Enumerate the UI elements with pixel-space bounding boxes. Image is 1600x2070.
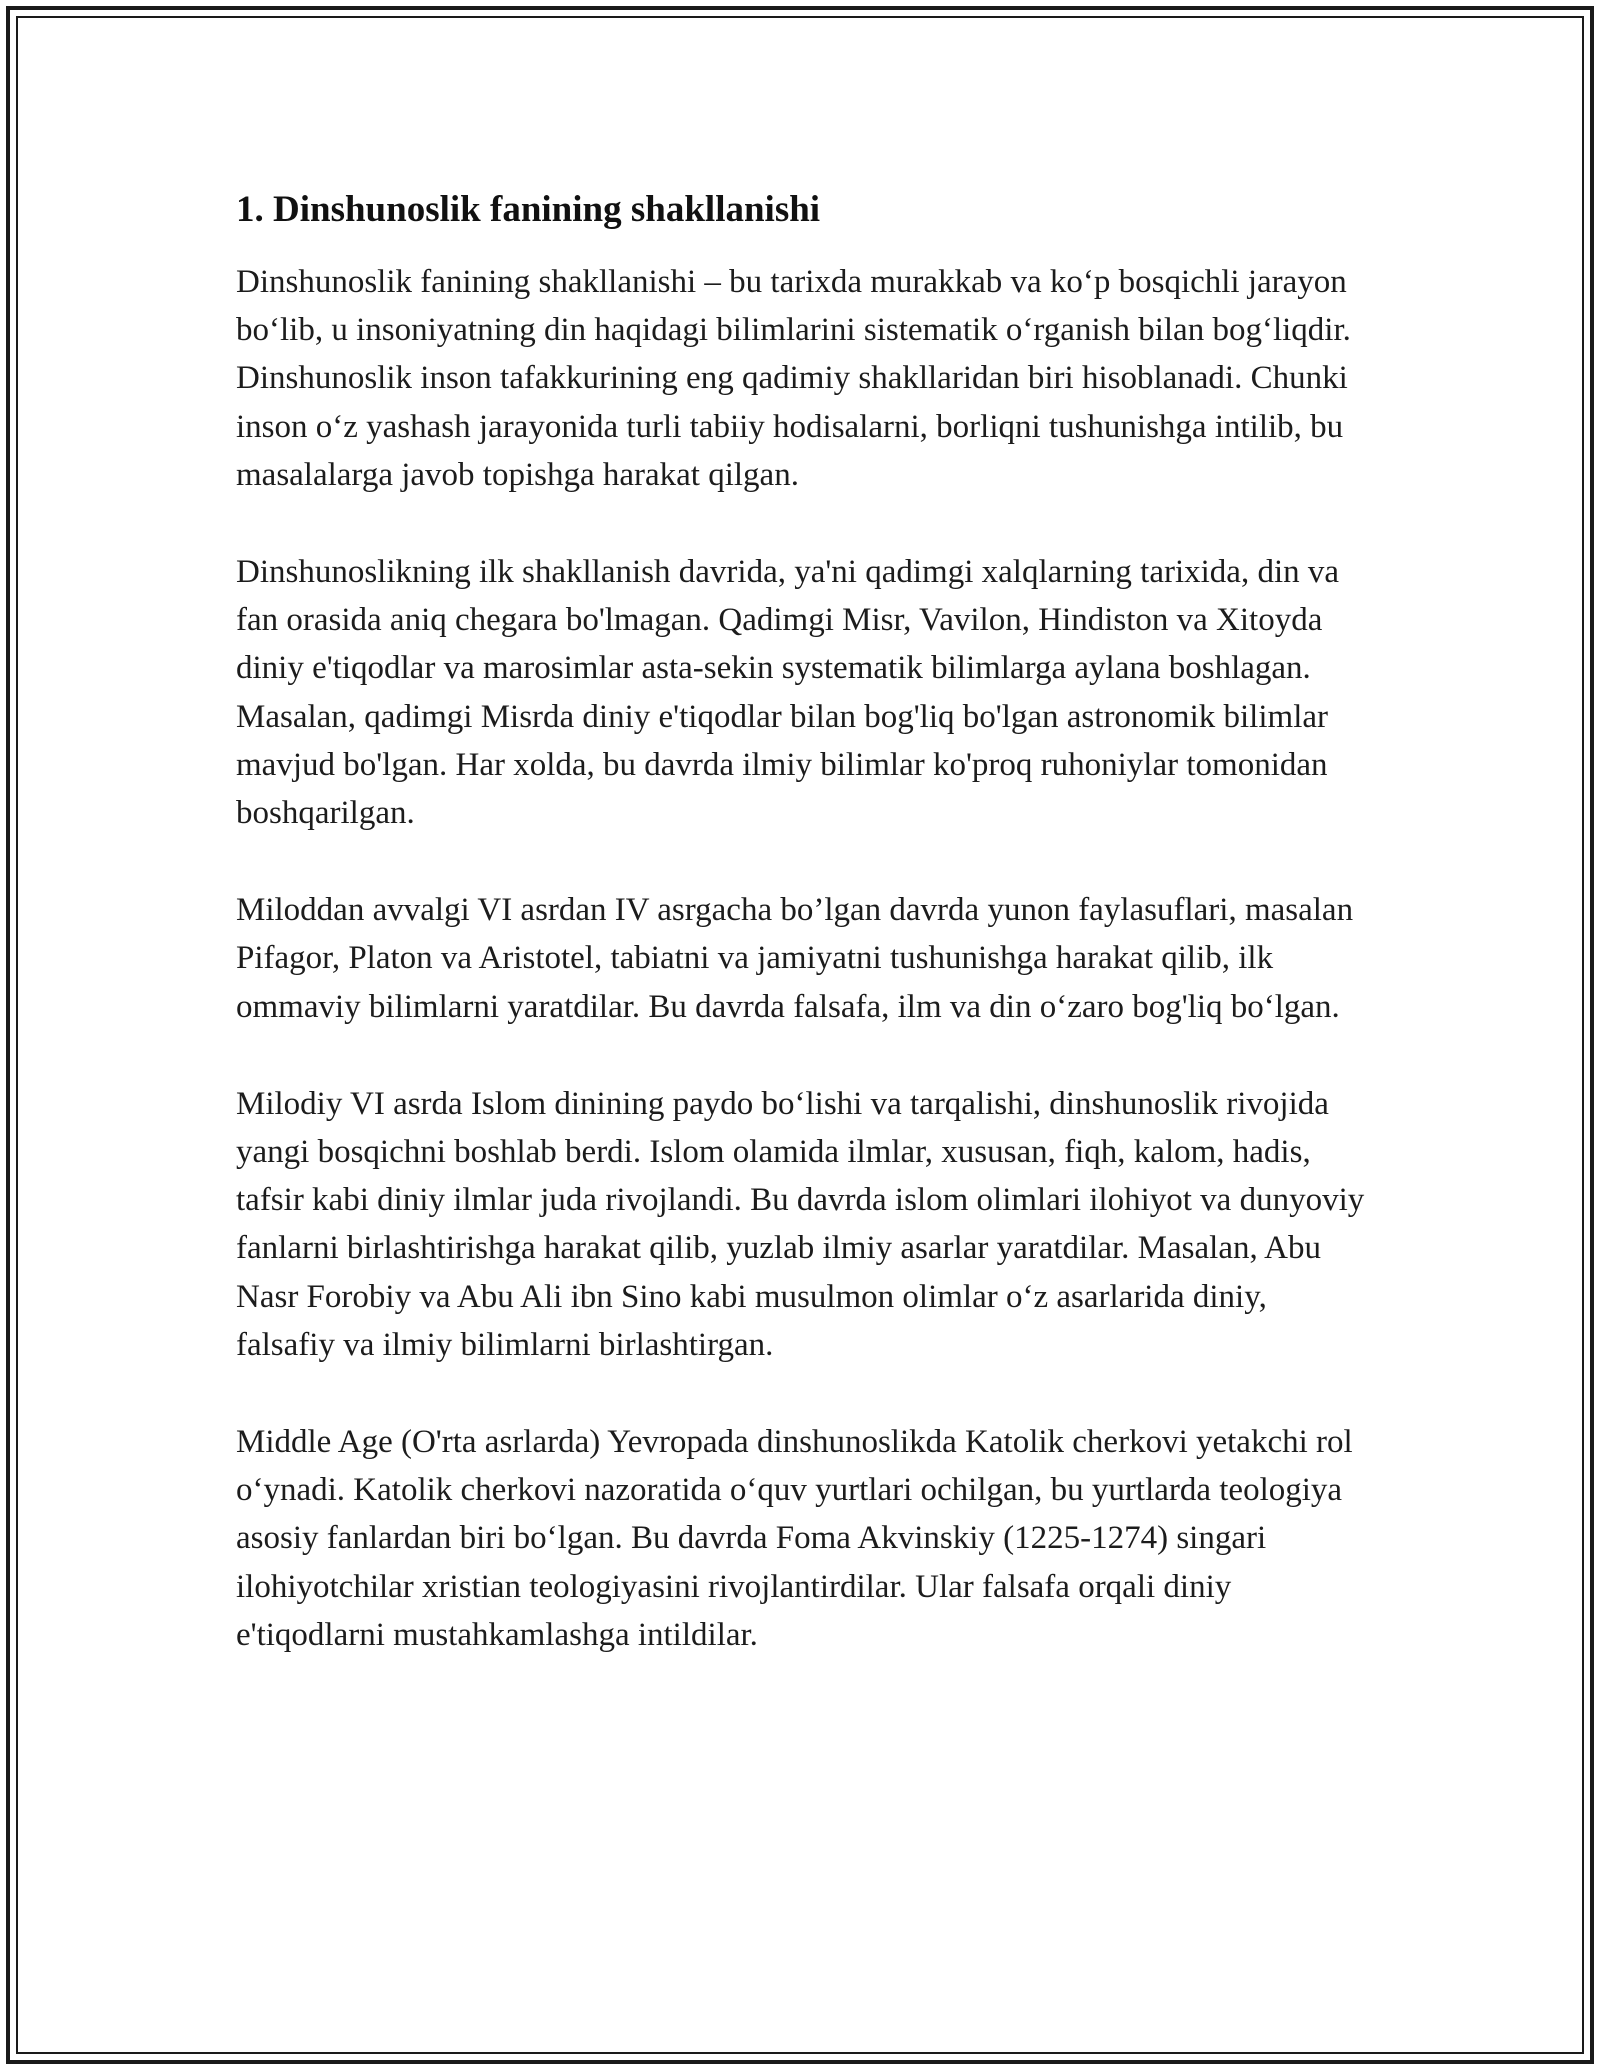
paragraph-1: Dinshunoslik fanining shakllanishi – bu tarixda murakkab va koʻp bosqichli jarayon boʻlib, u insoniyatning din haqidagi bilimlarini sistematik oʻrganish bilan bogʻliqdir. Dinshunoslik inson tafakkurining eng qadimiy shakllaridan biri hisoblanadi. Chunki inson oʻz yashash jarayonida turli tabiiy hodisalarni, borliqni tushunishga intilib, bu masalalarga javob topishga harakat qilgan. [236, 264, 1351, 493]
section-heading: 1. Dinshunoslik fanining shakllanishi [236, 189, 821, 230]
paragraph-4: Milodiy VI asrda Islom dinining paydo boʻlishi va tarqalishi, dinshunoslik rivojida yangi bosqichni boshlab berdi. Islom olamida ilmlar, xususan, fiqh, kalom, hadis, tafsir kabi diniy ilmlar juda rivojlandi. Bu davrda islom olimlari ilohiyot va dunyoviy fanlarni birlashtirishga harakat qilib, yuzlab ilmiy asarlar yaratdilar. Masalan, Abu Nasr Forobiy va Abu Ali ibn Sino kabi musulmon olimlar oʻz asarlarida diniy, falsafiy va ilmiy bilimlarni birlashtirgan. [236, 1085, 1365, 1363]
paragraph-5: Middle Age (O'rta asrlarda) Yevropada dinshunoslikda Katolik cherkovi yetakchi rol oʻynadi. Katolik cherkovi nazoratida oʻquv yurtlari ochilgan, bu yurtlarda teologiya asosiy fanlardan biri boʻlgan. Bu davrda Foma Akvinskiy (1225-1274) singari ilohiyotchilar xristian teologiyasini rivojlantirdilar. Ular falsafa orqali diniy e'tiqodlarni mustahkamlashga intildilar. [236, 1424, 1353, 1653]
paragraph-3: Miloddan avvalgi VI asrdan IV asrgacha bo’lgan davrda yunon faylasuflari, masalan Pifagor, Platon va Aristotel, tabiatni va jamiyatni tushunishga harakat qilib, ilk ommaviy bilimlarni yaratdilar. Bu davrda falsafa, ilm va din oʻzaro bog'liq boʻlgan. [236, 892, 1354, 1025]
document-body [236, 186, 1366, 1708]
paragraph-2: Dinshunoslikning ilk shakllanish davrida, ya'ni qadimgi xalqlarning tarixida, din va fan orasida aniq chegara bo'lmagan. Qadimgi Misr, Vavilon, Hindiston va Xitoyda diniy e'tiqodlar va marosimlar asta-sekin systematik bilimlarga aylana boshlagan. Masalan, qadimgi Misrda diniy e'tiqodlar bilan bog'liq bo'lgan astronomik bilimlar mavjud bo'lgan. Har xolda, bu davrda ilmiy bilimlar ko'proq ruhoniylar tomonidan boshqarilgan. [236, 554, 1340, 832]
